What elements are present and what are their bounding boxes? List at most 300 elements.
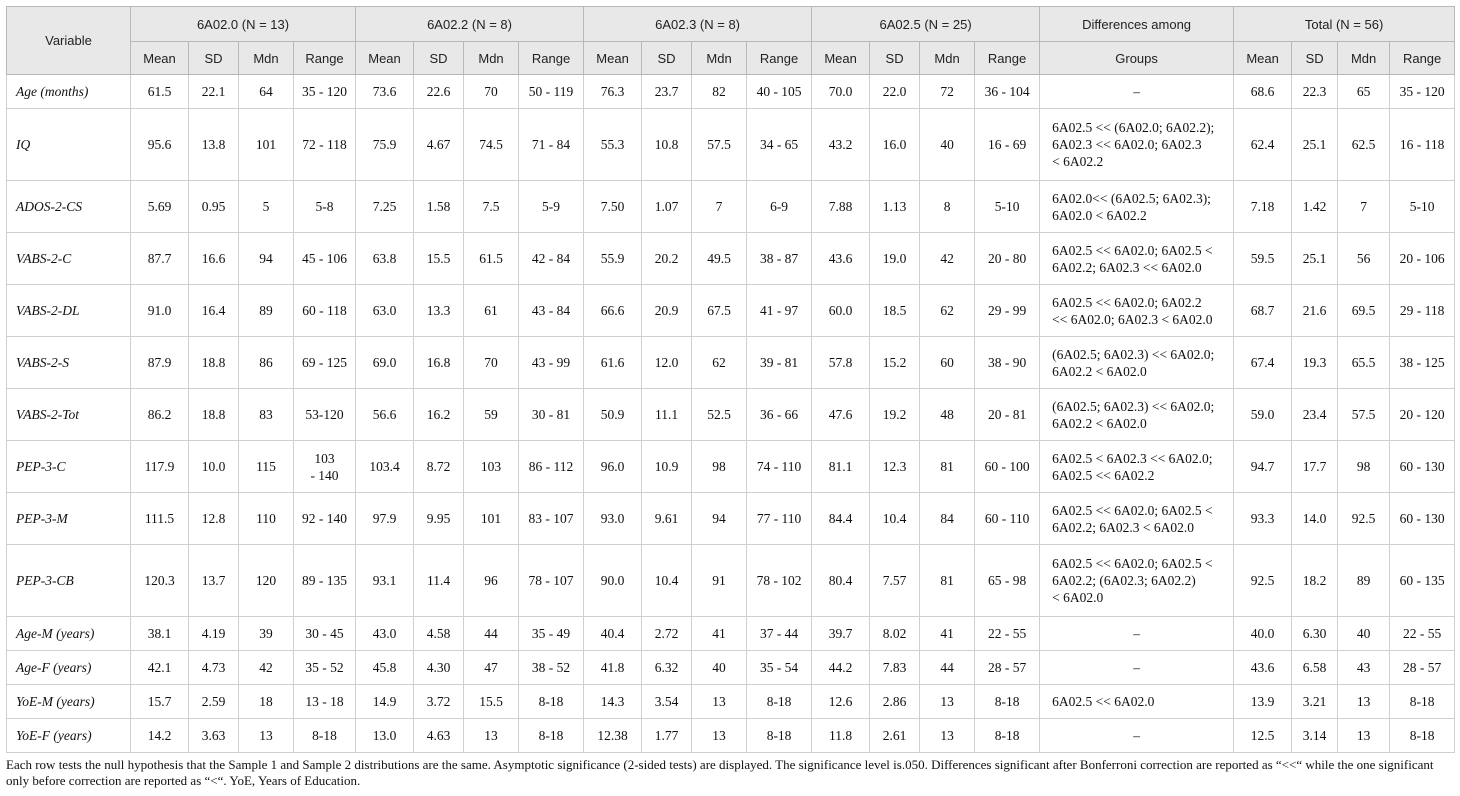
sd-cell: 3.54 [642,685,692,719]
range-cell: 34 - 65 [747,109,812,181]
median-cell: 49.5 [692,233,747,285]
sd-header: SD [642,42,692,75]
median-cell: 64 [239,75,294,109]
median-cell: 60 [920,337,975,389]
sd-cell: 22.0 [870,75,920,109]
range-cell: 8-18 [747,719,812,753]
mean-cell: 7.25 [356,181,414,233]
mean-cell: 12.38 [584,719,642,753]
sd-cell: 2.61 [870,719,920,753]
variable-cell: PEP-3-M [7,493,131,545]
total-sd-cell: 6.30 [1292,617,1338,651]
range-cell: 86 - 112 [519,441,584,493]
mean-header: Mean [584,42,642,75]
mean-cell: 55.3 [584,109,642,181]
total-median-cell: 43 [1338,651,1390,685]
median-cell: 52.5 [692,389,747,441]
median-cell: 86 [239,337,294,389]
total-range-cell: 5-10 [1390,181,1455,233]
mean-cell: 50.9 [584,389,642,441]
mean-cell: 75.9 [356,109,414,181]
mean-cell: 103.4 [356,441,414,493]
mean-cell: 120.3 [131,545,189,617]
variable-cell: VABS-2-DL [7,285,131,337]
sd-cell: 8.02 [870,617,920,651]
table-row [7,181,1455,233]
median-cell: 39 [239,617,294,651]
sd-cell: 15.5 [414,233,464,285]
median-cell: 120 [239,545,294,617]
sd-cell: 4.30 [414,651,464,685]
mean-cell: 5.69 [131,181,189,233]
sd-cell: 13.3 [414,285,464,337]
median-header: Mdn [692,42,747,75]
median-cell: 13 [920,685,975,719]
mean-cell: 63.8 [356,233,414,285]
median-cell: 94 [239,233,294,285]
range-cell: 5-8 [294,181,356,233]
range-cell: 30 - 45 [294,617,356,651]
median-cell: 18 [239,685,294,719]
range-cell: 8-18 [975,719,1040,753]
total-mean-cell: 92.5 [1234,545,1292,617]
mean-cell: 47.6 [812,389,870,441]
range-cell: 77 - 110 [747,493,812,545]
total-median-cell: 65.5 [1338,337,1390,389]
total-median-cell: 92.5 [1338,493,1390,545]
range-cell: 43 - 84 [519,285,584,337]
range-cell: 38 - 87 [747,233,812,285]
total-sd-cell: 3.14 [1292,719,1338,753]
mean-header: Mean [131,42,189,75]
sd-cell: 18.8 [189,337,239,389]
total-range-cell: 38 - 125 [1390,337,1455,389]
range-header: Range [294,42,356,75]
differences-cell: 6A02.5 << 6A02.0 [1040,685,1234,719]
sd-cell: 4.58 [414,617,464,651]
table-row [7,719,1455,753]
range-cell: 29 - 99 [975,285,1040,337]
sd-cell: 18.8 [189,389,239,441]
mean-cell: 73.6 [356,75,414,109]
sd-header: SD [870,42,920,75]
range-cell: 37 - 44 [747,617,812,651]
sd-cell: 1.77 [642,719,692,753]
total-median-cell: 7 [1338,181,1390,233]
median-cell: 98 [692,441,747,493]
sd-cell: 2.86 [870,685,920,719]
total-median-cell: 65 [1338,75,1390,109]
variable-cell: YoE-M (years) [7,685,131,719]
range-cell: 20 - 81 [975,389,1040,441]
range-cell: 8-18 [519,685,584,719]
mean-cell: 117.9 [131,441,189,493]
range-cell: 65 - 98 [975,545,1040,617]
mean-cell: 57.8 [812,337,870,389]
range-cell: 8-18 [519,719,584,753]
table-body [7,75,1455,753]
table-row [7,233,1455,285]
mean-cell: 14.2 [131,719,189,753]
range-cell: 8-18 [294,719,356,753]
range-header: Range [747,42,812,75]
median-cell: 44 [464,617,519,651]
mean-cell: 11.8 [812,719,870,753]
group-header: 6A02.3 (N = 8) [584,7,812,42]
median-cell: 13 [920,719,975,753]
differences-cell: – [1040,617,1234,651]
variable-cell: PEP-3-C [7,441,131,493]
differences-cell: 6A02.5 << (6A02.0; 6A02.2); 6A02.3 << 6A02.0; 6A02.3 < 6A02.2 [1040,109,1234,181]
subheader-row [7,42,1455,75]
median-cell: 8 [920,181,975,233]
total-mean-cell: 68.6 [1234,75,1292,109]
range-cell: 40 - 105 [747,75,812,109]
sd-cell: 10.0 [189,441,239,493]
range-cell: 43 - 99 [519,337,584,389]
differences-cell: 6A02.5 << 6A02.0; 6A02.5 < 6A02.2; 6A02.3 < 6A02.0 [1040,493,1234,545]
sd-cell: 3.72 [414,685,464,719]
differences-header-top: Differences among [1040,7,1234,42]
mean-cell: 41.8 [584,651,642,685]
mean-cell: 38.1 [131,617,189,651]
median-cell: 44 [920,651,975,685]
median-cell: 83 [239,389,294,441]
total-median-cell: 69.5 [1338,285,1390,337]
total-mean-cell: 93.3 [1234,493,1292,545]
variable-cell: Age-M (years) [7,617,131,651]
median-cell: 47 [464,651,519,685]
total-sd-cell: 25.1 [1292,233,1338,285]
median-header: Mdn [239,42,294,75]
total-median-cell: 13 [1338,719,1390,753]
range-cell: 28 - 57 [975,651,1040,685]
mean-cell: 14.9 [356,685,414,719]
median-header: Mdn [464,42,519,75]
mean-cell: 84.4 [812,493,870,545]
total-range-cell: 35 - 120 [1390,75,1455,109]
mean-cell: 12.6 [812,685,870,719]
table-row [7,617,1455,651]
median-cell: 101 [239,109,294,181]
sd-cell: 6.32 [642,651,692,685]
median-cell: 82 [692,75,747,109]
median-cell: 48 [920,389,975,441]
variable-cell: Age (months) [7,75,131,109]
total-sd-cell: 25.1 [1292,109,1338,181]
mean-cell: 60.0 [812,285,870,337]
table-row [7,109,1455,181]
range-cell: 69 - 125 [294,337,356,389]
mean-cell: 81.1 [812,441,870,493]
sd-cell: 4.63 [414,719,464,753]
range-cell: 72 - 118 [294,109,356,181]
range-header: Range [1390,42,1455,75]
differences-cell: – [1040,651,1234,685]
median-cell: 94 [692,493,747,545]
sd-cell: 16.0 [870,109,920,181]
range-cell: 92 - 140 [294,493,356,545]
range-cell: 78 - 107 [519,545,584,617]
median-cell: 110 [239,493,294,545]
mean-cell: 7.50 [584,181,642,233]
mean-cell: 90.0 [584,545,642,617]
range-cell: 35 - 52 [294,651,356,685]
median-cell: 67.5 [692,285,747,337]
table-row [7,441,1455,493]
sd-cell: 10.8 [642,109,692,181]
mean-cell: 93.1 [356,545,414,617]
total-header: Total (N = 56) [1234,7,1455,42]
median-cell: 70 [464,337,519,389]
median-cell: 103 [464,441,519,493]
range-cell: 89 - 135 [294,545,356,617]
variable-cell: IQ [7,109,131,181]
range-cell: 45 - 106 [294,233,356,285]
sd-cell: 3.63 [189,719,239,753]
median-cell: 61 [464,285,519,337]
sd-cell: 11.4 [414,545,464,617]
total-mean-cell: 67.4 [1234,337,1292,389]
median-cell: 96 [464,545,519,617]
sd-cell: 4.73 [189,651,239,685]
total-range-cell: 22 - 55 [1390,617,1455,651]
total-median-cell: 89 [1338,545,1390,617]
mean-cell: 76.3 [584,75,642,109]
range-cell: 35 - 54 [747,651,812,685]
variable-cell: YoE-F (years) [7,719,131,753]
median-cell: 101 [464,493,519,545]
range-cell: 38 - 52 [519,651,584,685]
median-cell: 84 [920,493,975,545]
median-cell: 13 [464,719,519,753]
mean-cell: 111.5 [131,493,189,545]
total-sd-cell: 1.42 [1292,181,1338,233]
total-range-cell: 20 - 106 [1390,233,1455,285]
sd-cell: 19.0 [870,233,920,285]
total-mean-cell: 94.7 [1234,441,1292,493]
total-range-cell: 29 - 118 [1390,285,1455,337]
total-range-cell: 8-18 [1390,685,1455,719]
median-header: Mdn [920,42,975,75]
sd-cell: 15.2 [870,337,920,389]
median-cell: 7.5 [464,181,519,233]
sd-cell: 22.1 [189,75,239,109]
total-median-cell: 40 [1338,617,1390,651]
mean-cell: 40.4 [584,617,642,651]
range-cell: 5-10 [975,181,1040,233]
median-cell: 70 [464,75,519,109]
total-range-cell: 28 - 57 [1390,651,1455,685]
range-header: Range [975,42,1040,75]
median-cell: 41 [920,617,975,651]
range-cell: 103 - 140 [294,441,356,493]
total-mean-cell: 43.6 [1234,651,1292,685]
differences-cell: 6A02.5 << 6A02.0; 6A02.2 << 6A02.0; 6A02.3 < 6A02.0 [1040,285,1234,337]
range-cell: 60 - 118 [294,285,356,337]
mean-cell: 7.88 [812,181,870,233]
mean-cell: 93.0 [584,493,642,545]
sd-cell: 16.4 [189,285,239,337]
differences-cell: (6A02.5; 6A02.3) << 6A02.0; 6A02.2 < 6A02.0 [1040,389,1234,441]
total-mean-cell: 40.0 [1234,617,1292,651]
mean-cell: 43.2 [812,109,870,181]
range-cell: 60 - 110 [975,493,1040,545]
variable-header: Variable [7,7,131,75]
sd-cell: 11.1 [642,389,692,441]
total-sd-cell: 6.58 [1292,651,1338,685]
total-mean-cell: 13.9 [1234,685,1292,719]
total-mean-cell: 62.4 [1234,109,1292,181]
total-range-cell: 16 - 118 [1390,109,1455,181]
total-mean-cell: 59.0 [1234,389,1292,441]
median-cell: 15.5 [464,685,519,719]
mean-cell: 69.0 [356,337,414,389]
mean-cell: 87.9 [131,337,189,389]
mean-header: Mean [356,42,414,75]
sd-cell: 1.13 [870,181,920,233]
variable-cell: VABS-2-Tot [7,389,131,441]
total-sd-cell: 22.3 [1292,75,1338,109]
range-cell: 6-9 [747,181,812,233]
mean-cell: 87.7 [131,233,189,285]
total-range-cell: 60 - 130 [1390,493,1455,545]
sd-cell: 9.95 [414,493,464,545]
sd-cell: 10.4 [642,545,692,617]
sd-cell: 4.67 [414,109,464,181]
sd-cell: 7.57 [870,545,920,617]
total-median-cell: 98 [1338,441,1390,493]
variable-cell: VABS-2-S [7,337,131,389]
range-cell: 41 - 97 [747,285,812,337]
range-cell: 53-120 [294,389,356,441]
differences-cell: 6A02.0<< (6A02.5; 6A02.3); 6A02.0 < 6A02.2 [1040,181,1234,233]
table-header [7,7,1455,75]
sd-cell: 12.8 [189,493,239,545]
sd-cell: 19.2 [870,389,920,441]
sd-cell: 13.7 [189,545,239,617]
median-cell: 81 [920,545,975,617]
table-row [7,493,1455,545]
differences-header-bottom: Groups [1040,42,1234,75]
sd-cell: 20.9 [642,285,692,337]
variable-cell: VABS-2-C [7,233,131,285]
mean-cell: 91.0 [131,285,189,337]
median-cell: 115 [239,441,294,493]
median-cell: 41 [692,617,747,651]
total-sd-cell: 3.21 [1292,685,1338,719]
total-sd-cell: 17.7 [1292,441,1338,493]
total-range-cell: 8-18 [1390,719,1455,753]
range-header: Range [519,42,584,75]
median-cell: 42 [920,233,975,285]
group-header: 6A02.5 (N = 25) [812,7,1040,42]
median-cell: 61.5 [464,233,519,285]
mean-cell: 43.0 [356,617,414,651]
range-cell: 60 - 100 [975,441,1040,493]
mean-cell: 95.6 [131,109,189,181]
total-sd-cell: 23.4 [1292,389,1338,441]
median-cell: 42 [239,651,294,685]
table-row [7,389,1455,441]
sd-cell: 22.6 [414,75,464,109]
total-mean-cell: 7.18 [1234,181,1292,233]
range-cell: 8-18 [975,685,1040,719]
median-cell: 13 [239,719,294,753]
differences-cell: 6A02.5 << 6A02.0; 6A02.5 < 6A02.2; 6A02.3 << 6A02.0 [1040,233,1234,285]
differences-cell: 6A02.5 << 6A02.0; 6A02.5 < 6A02.2; (6A02.3; 6A02.2) < 6A02.0 [1040,545,1234,617]
median-cell: 81 [920,441,975,493]
total-mean-cell: 59.5 [1234,233,1292,285]
mean-header: Mean [1234,42,1292,75]
median-cell: 89 [239,285,294,337]
range-cell: 30 - 81 [519,389,584,441]
range-cell: 20 - 80 [975,233,1040,285]
range-cell: 38 - 90 [975,337,1040,389]
table-row [7,545,1455,617]
sd-header: SD [189,42,239,75]
sd-cell: 12.0 [642,337,692,389]
table-row [7,651,1455,685]
total-median-cell: 13 [1338,685,1390,719]
table-row [7,285,1455,337]
total-mean-cell: 68.7 [1234,285,1292,337]
range-cell: 22 - 55 [975,617,1040,651]
range-cell: 71 - 84 [519,109,584,181]
mean-cell: 45.8 [356,651,414,685]
sd-cell: 4.19 [189,617,239,651]
median-cell: 7 [692,181,747,233]
mean-header: Mean [812,42,870,75]
mean-cell: 61.6 [584,337,642,389]
mean-cell: 44.2 [812,651,870,685]
total-sd-cell: 21.6 [1292,285,1338,337]
median-cell: 72 [920,75,975,109]
total-sd-cell: 14.0 [1292,493,1338,545]
total-sd-cell: 18.2 [1292,545,1338,617]
range-cell: 83 - 107 [519,493,584,545]
total-range-cell: 60 - 135 [1390,545,1455,617]
mean-cell: 15.7 [131,685,189,719]
sd-cell: 10.4 [870,493,920,545]
differences-cell: (6A02.5; 6A02.3) << 6A02.0; 6A02.2 < 6A02.0 [1040,337,1234,389]
sd-cell: 18.5 [870,285,920,337]
median-cell: 74.5 [464,109,519,181]
sd-cell: 8.72 [414,441,464,493]
total-range-cell: 20 - 120 [1390,389,1455,441]
table-row [7,685,1455,719]
differences-cell: 6A02.5 < 6A02.3 << 6A02.0; 6A02.5 << 6A02.2 [1040,441,1234,493]
sd-cell: 2.72 [642,617,692,651]
range-cell: 36 - 66 [747,389,812,441]
mean-cell: 56.6 [356,389,414,441]
median-header: Mdn [1338,42,1390,75]
total-mean-cell: 12.5 [1234,719,1292,753]
total-median-cell: 57.5 [1338,389,1390,441]
median-cell: 62 [692,337,747,389]
total-median-cell: 56 [1338,233,1390,285]
mean-cell: 86.2 [131,389,189,441]
table-row [7,75,1455,109]
variable-cell: PEP-3-CB [7,545,131,617]
sd-cell: 20.2 [642,233,692,285]
median-cell: 59 [464,389,519,441]
sd-cell: 2.59 [189,685,239,719]
range-cell: 5-9 [519,181,584,233]
mean-cell: 43.6 [812,233,870,285]
group-header: 6A02.0 (N = 13) [131,7,356,42]
median-cell: 40 [692,651,747,685]
